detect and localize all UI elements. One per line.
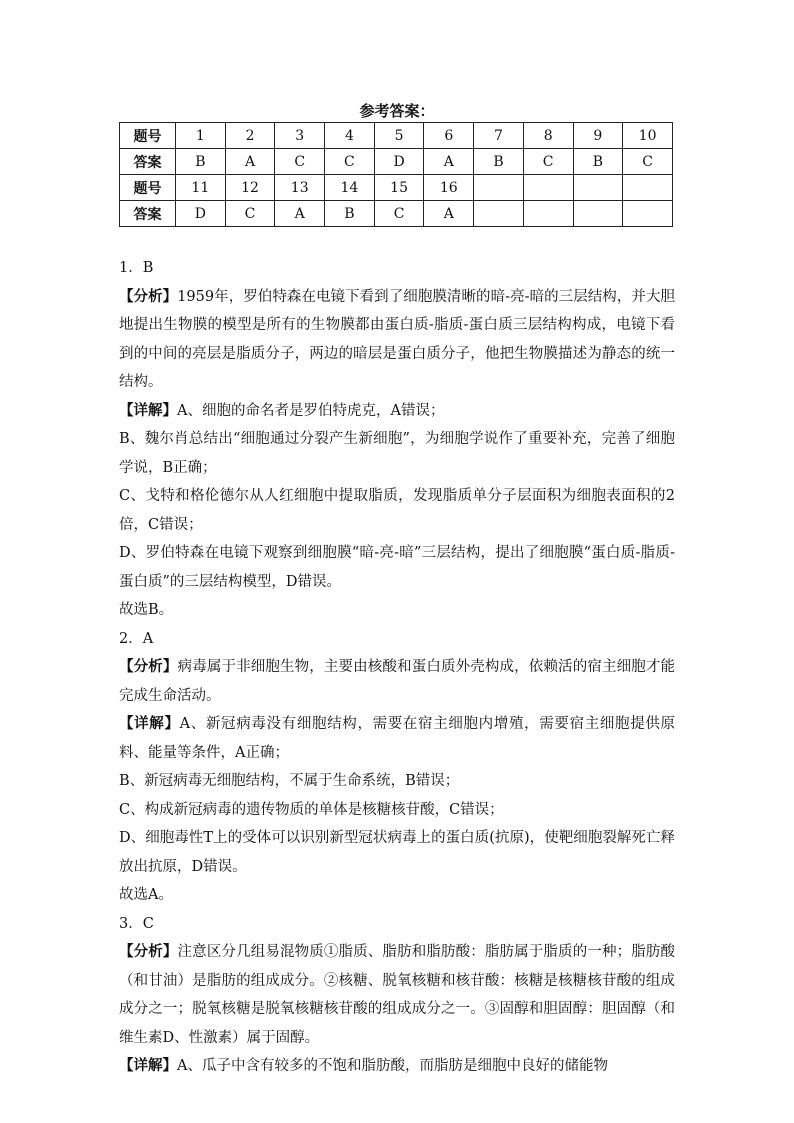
paragraph-text: 3．C <box>119 915 154 932</box>
table-cell: B <box>573 149 623 175</box>
paragraph-text: 故选B。 <box>119 602 174 618</box>
table-cell <box>474 175 524 201</box>
answer-key-title: 参考答案： <box>359 102 435 120</box>
paragraph <box>119 881 675 910</box>
table-cell: A <box>424 201 474 227</box>
table-row <box>120 123 673 149</box>
table-cell <box>523 201 573 227</box>
row-header: 答案 <box>120 201 176 227</box>
paragraph-text: D、罗伯特森在电镜下观察到细胞膜“暗-亮-暗”三层结构，提出了细胞膜“蛋白质-脂质-蛋白质”的三层结构模型，D错误。 <box>119 545 675 590</box>
paragraph-text: B、新冠病毒无细胞结构，不属于生命系统，B错误； <box>119 773 460 789</box>
paragraph-text: C、构成新冠病毒的遗传物质的单体是核糖核苷酸，C错误； <box>119 801 504 818</box>
table-cell: 6 <box>424 123 474 149</box>
explanation-content <box>119 254 675 1081</box>
row-header: 答案 <box>120 149 176 175</box>
table-cell: C <box>225 201 275 227</box>
table-cell: 7 <box>474 123 524 149</box>
section-tag: 【分析】 <box>119 943 178 960</box>
table-cell: C <box>623 149 673 175</box>
paragraph-text: 注意区分几组易混物质①脂质、脂肪和脂肪酸：脂肪属于脂质的一种；脂肪酸（和甘油）是脂肪的组成成分。②核糖、脱氧核糖和核苷酸：核糖是核糖核苷酸的组成成分之一；脱氧核糖是脱氧核糖核苷酸的组成成分之一。③固醇和胆固醇：胆固醇（和维生素D、性激素）属于固醇。 <box>119 944 676 1046</box>
paragraph <box>119 767 675 796</box>
table-cell: 3 <box>275 123 325 149</box>
table-cell: 13 <box>275 175 325 201</box>
table-row <box>120 175 673 201</box>
section-tag: 【详解】 <box>119 401 177 419</box>
table-cell: C <box>523 149 573 175</box>
paragraph <box>119 910 675 939</box>
table-cell <box>623 175 673 201</box>
paragraph <box>119 796 675 825</box>
table-cell: A <box>275 201 325 227</box>
table-cell: 1 <box>176 123 226 149</box>
row-header: 题号 <box>120 123 176 149</box>
paragraph-text: 2．A <box>119 630 154 647</box>
paragraph-text: A、瓜子中含有较多的不饱和脂肪酸，而脂肪是细胞中良好的储能物 <box>177 1058 608 1074</box>
table-cell: 9 <box>573 123 623 149</box>
paragraph-text: C、戈特和格伦德尔从人红细胞中提取脂质，发现脂质单分子层面积为细胞表面积的2倍，C错误； <box>119 488 675 533</box>
paragraph <box>119 1052 675 1081</box>
table-cell: 10 <box>623 123 673 149</box>
paragraph-text: D、细胞毒性T上的受体可以识别新型冠状病毒上的蛋白质(抗原)，使靶细胞裂解死亡释放出抗原，D错误。 <box>119 830 675 875</box>
paragraph <box>119 254 675 283</box>
table-cell: C <box>325 149 375 175</box>
section-tag: 【分析】 <box>119 287 178 305</box>
table-cell <box>573 201 623 227</box>
table-cell: 2 <box>225 123 275 149</box>
paragraph-text: B、魏尔肖总结出“细胞通过分裂产生新细胞”，为细胞学说作了重要补充，完善了细胞学说，B正确； <box>119 431 675 476</box>
table-cell: 16 <box>424 175 474 201</box>
table-cell: B <box>176 149 226 175</box>
paragraph-text: 故选A。 <box>119 887 173 903</box>
table-cell: D <box>176 201 226 227</box>
paragraph <box>119 710 675 767</box>
paragraph <box>119 938 675 1052</box>
table-cell <box>474 201 524 227</box>
paragraph <box>119 283 675 397</box>
table-cell: A <box>225 149 275 175</box>
section-tag: 【详解】 <box>119 1057 177 1074</box>
paragraph-text: 病毒属于非细胞生物，主要由核酸和蛋白质外壳构成，依赖活的宿主细胞才能完成生命活动。 <box>119 659 676 704</box>
section-tag: 【分析】 <box>119 658 178 675</box>
table-cell: 5 <box>374 123 424 149</box>
paragraph <box>119 425 675 482</box>
paragraph-text: 1．B <box>119 260 154 276</box>
answer-table <box>119 122 673 227</box>
paragraph <box>119 482 675 539</box>
table-cell: C <box>275 149 325 175</box>
table-cell: 8 <box>523 123 573 149</box>
table-cell: 4 <box>325 123 375 149</box>
paragraph <box>119 653 675 710</box>
table-cell: C <box>374 201 424 227</box>
paragraph-text: A、新冠病毒没有细胞结构，需要在宿主细胞内增殖，需要宿主细胞提供原料、能量等条件，A正确； <box>119 716 676 761</box>
paragraph-text: A、细胞的命名者是罗伯特虎克，A错误； <box>177 402 445 419</box>
paragraph <box>119 539 675 596</box>
row-header: 题号 <box>120 175 176 201</box>
table-cell <box>573 175 623 201</box>
table-cell: D <box>374 149 424 175</box>
table-cell: 12 <box>225 175 275 201</box>
table-cell: 15 <box>374 175 424 201</box>
paragraph <box>119 824 675 881</box>
table-cell <box>623 201 673 227</box>
table-row <box>120 149 673 175</box>
table-cell: 11 <box>176 175 226 201</box>
table-row <box>120 201 673 227</box>
table-cell: B <box>474 149 524 175</box>
table-cell <box>523 175 573 201</box>
paragraph <box>119 397 675 426</box>
paragraph <box>119 596 675 625</box>
table-cell: A <box>424 149 474 175</box>
paragraph <box>119 625 675 654</box>
paragraph-text: 1959年，罗伯特森在电镜下看到了细胞膜清晰的暗-亮-暗的三层结构，并大胆地提出生物膜的模型是所有的生物膜都由蛋白质-脂质-蛋白质三层结构构成，电镜下看到的中间的亮层是脂质分子，两边的暗层是蛋白质分子，他把生物膜描述为静态的统一结构。 <box>119 288 676 390</box>
table-cell: 14 <box>325 175 375 201</box>
section-tag: 【详解】 <box>119 715 180 732</box>
table-cell: B <box>325 201 375 227</box>
